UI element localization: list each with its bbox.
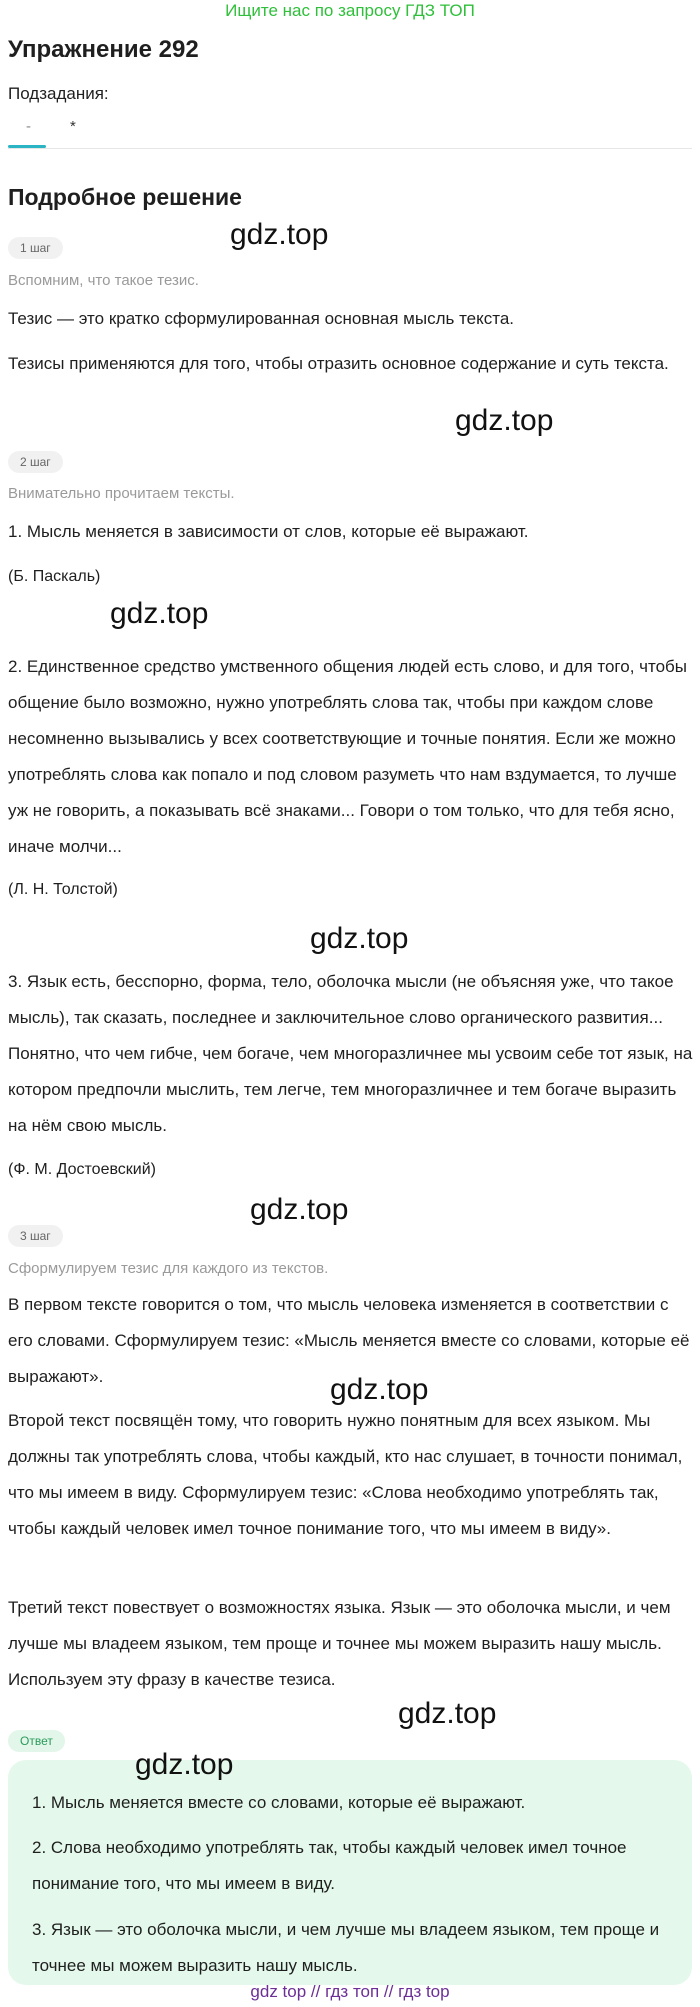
quote-text-1: 1. Мысль меняется в зависимости от слов, которые её выражают. bbox=[8, 522, 529, 541]
paragraph: Второй текст посвящён тому, что говорить нужно понятным для всех языком. Мы должны так употреблять слова, чтобы каждый, кто нас слушает, в точности понимал, что мы имеем в виду. Сформулируем тезис: «Слова необходимо употреблять так, чтобы каждый человек имел точное понимание того, что мы имеем в виду». bbox=[8, 1411, 683, 1538]
tabs-divider bbox=[8, 148, 692, 149]
quote-author-1: (Б. Паскаль) bbox=[8, 568, 101, 585]
step-badge-2: 2 шаг bbox=[8, 451, 63, 473]
watermark: gdz.top bbox=[110, 597, 209, 630]
step-badge-3: 3 шаг bbox=[8, 1225, 63, 1247]
quote-author-3: (Ф. М. Достоевский) bbox=[8, 1161, 156, 1178]
footer-links[interactable]: gdz top // гдз топ // гдз top bbox=[250, 1982, 450, 2001]
answer-badge: Ответ bbox=[8, 1730, 65, 1752]
step-badge-1: 1 шаг bbox=[8, 237, 63, 259]
quote-author-2: (Л. Н. Толстой) bbox=[8, 881, 118, 898]
watermark: gdz.top bbox=[330, 1373, 429, 1406]
subtask-tab-1[interactable]: - bbox=[26, 118, 31, 135]
step-hint-2: Внимательно прочитаем тексты. bbox=[8, 485, 235, 502]
section-title: Подробное решение bbox=[8, 184, 242, 210]
watermark: gdz.top bbox=[455, 404, 554, 437]
answer-item-1: 1. Мысль меняется вместе со словами, которые её выражают. bbox=[32, 1793, 526, 1812]
watermark: gdz.top bbox=[250, 1193, 349, 1226]
step-hint-3: Сформулируем тезис для каждого из текстов. bbox=[8, 1260, 329, 1277]
subtask-tab-2[interactable]: * bbox=[70, 118, 76, 135]
page-title: Упражнение 292 bbox=[8, 36, 199, 63]
quote-text-2: 2. Единственное средство умственного общения людей есть слово, и для того, чтобы общение было возможно, нужно употреблять слова так, чтобы при каждом слове несомненно вызывались у всех соответствующие и точные понятия. Если же можно употреблять слова как попало и под словом разуметь что нам вздумается, то лучше уж не говорить, а показывать всё знаками... Говори о том только, что для тебя ясно, иначе молчи... bbox=[8, 657, 688, 856]
paragraph: Третий текст повествует о возможностях языка. Язык — это оболочка мысли, и чем лучше мы владеем языком, тем проще и точнее мы можем выразить нашу мысль. Используем эту фразу в качестве тезиса. bbox=[8, 1598, 671, 1689]
watermark: gdz.top bbox=[398, 1697, 497, 1730]
watermark: gdz.top bbox=[310, 922, 409, 955]
answer-item-2: 2. Слова необходимо употреблять так, чтобы каждый человек имел точное понимание того, что мы имеем в виду. bbox=[32, 1838, 627, 1893]
paragraph: Тезисы применяются для того, чтобы отразить основное содержание и суть текста. bbox=[8, 354, 669, 373]
watermark: gdz.top bbox=[230, 218, 329, 251]
answer-item-3: 3. Язык — это оболочка мысли, и чем лучше мы владеем языком, тем проще и точнее мы можем выразить нашу мысль. bbox=[32, 1920, 660, 1975]
promo-banner[interactable]: Ищите нас по запросу ГДЗ ТОП bbox=[225, 1, 475, 20]
subtasks-label: Подзадания: bbox=[8, 84, 109, 103]
paragraph: Тезис — это кратко сформулированная основная мысль текста. bbox=[8, 309, 515, 328]
paragraph: В первом тексте говорится о том, что мысль человека изменяется в соответствии с его словами. Сформулируем тезис: «Мысль меняется вместе со словами, которые её выражают». bbox=[8, 1295, 690, 1386]
watermark: gdz.top bbox=[135, 1748, 234, 1781]
quote-text-3: 3. Язык есть, бесспорно, форма, тело, оболочка мысли (не объясняя уже, что такое мысль), так сказать, последнее и заключительное слово органического развития... Понятно, что чем гибче, чем богаче, чем многоразличнее мы усвоим себе тот язык, на котором предпочли мыслить, тем легче, тем многоразличнее и тем богаче выразить на нём свою мысль. bbox=[8, 972, 693, 1135]
step-hint-1: Вспомним, что такое тезис. bbox=[8, 272, 199, 289]
